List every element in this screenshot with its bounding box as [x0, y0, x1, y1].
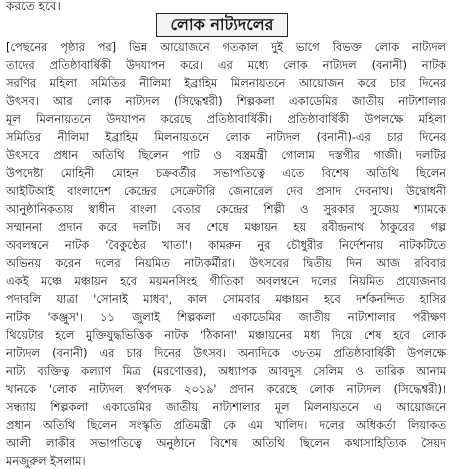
- article-line: আলী লাকীর সভাপতিত্বে অনুষ্ঠানে বিশেষ অতিথি ছিলেন কথাসাহিত্যিক সৈয়দ: [6, 436, 446, 450]
- article-line: উপদেষ্টা মোহিনী মোহন চক্রবর্তীর সভাপতিত্বে এতে বিশেষ অতিথি ছিলেন: [6, 166, 446, 180]
- article-line: অবলম্বনে নাটক 'বৈকুণ্ঠের খাতা'। কামরুন নুর চৌধুরীর নির্দেশনায় নাটকটিতে: [6, 238, 446, 252]
- article-line: সন্ধ্যায় শিল্পকলা একাডেমির জাতীয় নাট্যশালার মূল মিলনায়তনে এ আয়োজনে: [6, 400, 446, 414]
- article-line: মনজুরুল ইসলাম।: [6, 454, 86, 468]
- article-line: প্রধান অতিথি ছিলেন সংস্কৃতি প্রতিমন্ত্রী কে এম খালিদ। দলের অধিকর্তা লিয়াকত: [6, 418, 446, 432]
- article-line: উৎসবে প্রধান অতিথি ছিলেন পাট ও বস্ত্রমন্ত্রী গোলাম দস্তগীর গাজী। দলটির: [6, 148, 446, 162]
- article-line: [পেছনের পৃষ্ঠার পর] ভিন্ন আয়োজনে গতকাল দুই ভাগে বিভক্ত লোক নাট্যদল: [6, 40, 446, 54]
- lead-fragment: করতে হবে।: [6, 0, 61, 13]
- article-line: নাট্য ব্যক্তিত্ব কল্যাণ মিত্র (মরণোত্তর), অধ্যাপক আবদুস সেলিম ও তারিক আনাম: [6, 364, 446, 378]
- article-body: [6, 38, 446, 470]
- article-line: অভিনয় করেন দলের নিয়মিত নাট্যকর্মীরা। উৎসবের দ্বিতীয় দিন আজ রবিবার: [6, 256, 446, 270]
- article-line: আনুষ্ঠানিকতায় স্বাধীন বাংলা বেতার কেন্দ্রের শিল্পী ও সুরকার সুজেয় শ্যামকে: [6, 202, 446, 216]
- article-line: সমিতির নীলিমা ইব্রাহিম মিলনায়তনে লোক নাট্যদল (বনানী)-এর চার দিনের: [6, 130, 446, 144]
- headline: লোক নাট্যদলের: [156, 13, 288, 37]
- article-line: সম্মাননা প্রদান করে দলটি। সব শেষে মঞ্চায়ন হয় রবীন্দ্রনাথ ঠাকুরের গল্প: [6, 220, 446, 234]
- article-line: আইটিআই বাংলাদেশ কেন্দ্রের সেক্রেটারি জেনারেল দেব প্রসাদ দেবনাথ। উদ্বোধনী: [6, 184, 446, 198]
- article-line: তাদের প্রতিষ্ঠাবার্ষিকী উদযাপন করে। এর মধ্যে লোক নাট্যদল (বনানী) নাটক: [6, 58, 446, 72]
- article-line: পদাবলি যাত্রা 'সোনাই মাধব', কাল সোমবার মঞ্চায়ন হবে দর্শকনন্দিত হাসির: [6, 292, 446, 306]
- article-line: নাট্যদল (বনানী) এর চার দিনের উৎসব। অন্যদিকে ৩৮তম প্রতিষ্ঠাবার্ষিকী উপলক্ষে: [6, 346, 446, 360]
- article-line: উৎসব। আর লোক নাট্যদল (সিদ্ধেশ্বরী) শিল্পকলা একাডেমির জাতীয় নাট্যশালার: [6, 94, 446, 108]
- article-line: থিয়েটার হলে মুক্তিযুদ্ধভিত্তিক নাটক 'ঠিকানা' মঞ্চায়নের মধ্য দিয়ে শেষ হবে লোক: [6, 328, 446, 342]
- article-line: সরণির মহিলা সমিতির নীলিমা ইব্রাহিম মিলনায়তনে আয়োজন করে চার দিনের: [6, 76, 446, 90]
- article-line: মূল মিলনায়তনে উদযাপন করেছে প্রতিষ্ঠাবার্ষিকী। প্রতিষ্ঠাবার্ষিকী উপলক্ষে মহিলা: [6, 112, 446, 126]
- article-line: নাটক 'কঞ্জুস'। ১১ জুলাই শিল্পকলা একাডেমির জাতীয় নাট্যশালার পরীক্ষণ: [6, 310, 446, 324]
- article-line: একই মঞ্চে মঞ্চায়ন হবে ময়মনসিংহ গীতিকা অবলম্বনে দলের নিয়মিত প্রযোজনার: [6, 274, 446, 288]
- article-line: খানকে 'লোক নাট্যদল স্বর্ণপদক ২০১৯' প্রদান করেছে লোক নাট্যদল (সিদ্ধেশ্বরী)।: [6, 382, 446, 396]
